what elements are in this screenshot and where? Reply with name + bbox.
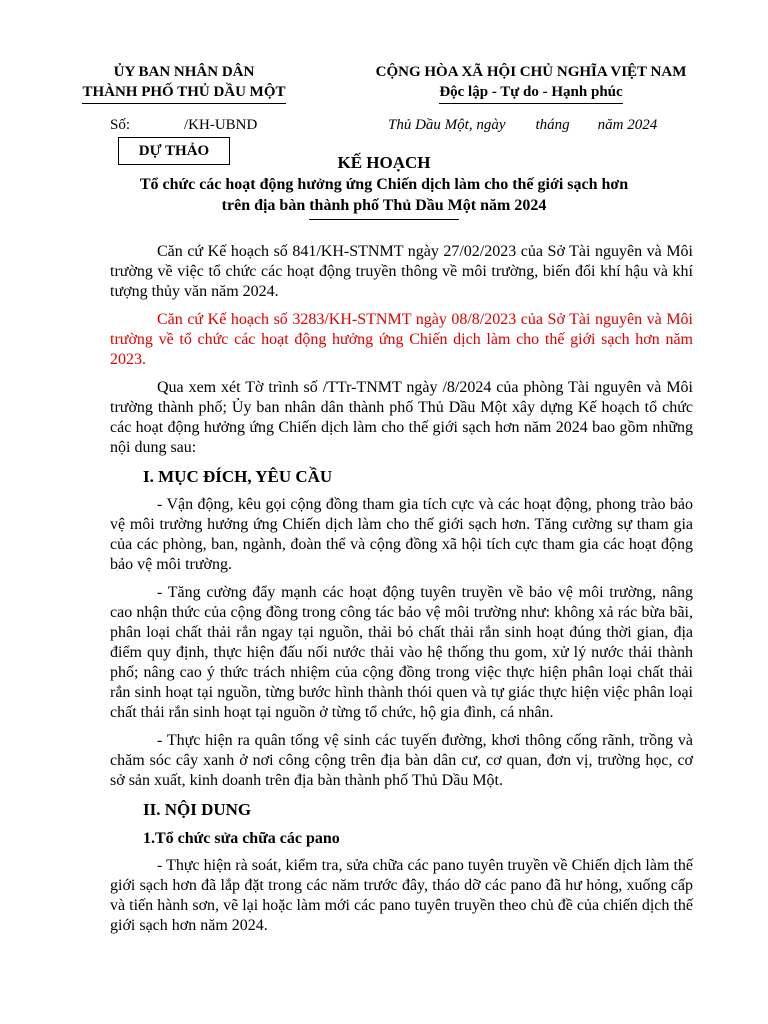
agency-line2: THÀNH PHỐ THỦ DẦU MỘT (82, 82, 285, 104)
motto-line2: Độc lập - Tự do - Hạnh phúc (439, 82, 622, 104)
date-part2: tháng (535, 117, 570, 133)
national-motto (350, 62, 712, 104)
section-heading-1: I. MỤC ĐÍCH, YÊU CẦU (143, 467, 333, 486)
date-part3: năm 2024 (597, 117, 658, 133)
section1-paragraph-1: - Vận động, kêu gọi cộng đồng tham gia tích cực và các hoạt động, phong trào bảo vệ môi trường hưởng ứng Chiến dịch làm cho thế giới sạch hơn. Tăng cường sự tham gia của các phòng, ban, ngành, đoàn thể và cộng đồng xã hội tích cực tham gia các hoạt động bảo vệ môi trường. (110, 496, 693, 573)
issuing-agency (66, 62, 302, 104)
document-body (110, 242, 693, 944)
title-line2: trên địa bàn thành phố Thủ Dầu Một năm 2024 (221, 197, 547, 214)
number-suffix: /KH-UBND (184, 117, 258, 133)
date-part1: Thủ Dầu Một, ngày (388, 117, 506, 133)
paragraph-basis-1: Căn cứ Kế hoạch số 841/KH-STNMT ngày 27/02/2023 của Sở Tài nguyên và Môi trường về việc tổ chức các hoạt động truyền thông về môi trường, biến đổi khí hậu và khí tượng thủy văn năm 2024. (110, 243, 693, 300)
paragraph-basis-2: Căn cứ Kế hoạch số 3283/KH-STNMT ngày 08/8/2023 của Sở Tài nguyên và Môi trường về tổ chức các hoạt động hưởng ứng Chiến dịch làm cho thế giới sạch hơn năm 2023. (110, 311, 693, 368)
section1-paragraph-3: - Thực hiện ra quân tổng vệ sinh các tuyến đường, khơi thông cống rãnh, trồng và chăm sóc cây xanh ở nơi công cộng trên địa bàn dân cư, cơ quan, đơn vị, trường học, cơ sở sản xuất, kinh doanh trên địa bàn thành phố Thủ Dầu Một. (110, 732, 693, 789)
motto-line1: CỘNG HÒA XÃ HỘI CHỦ NGHĨA VIỆT NAM (375, 64, 687, 80)
document-title (0, 152, 768, 220)
section1-paragraph-2: - Tăng cường đẩy mạnh các hoạt động tuyên truyền về bảo vệ môi trường, nâng cao nhận thức của cộng đồng trong công tác bảo vệ môi trường như: không xả rác bừa bãi, phân loại chất thải rắn ngay tại nguồn, thải bỏ chất thải rắn sinh hoạt đúng thời gian, địa điểm quy định, thực hiện đấu nối nước thải vào hệ thống thu gom, xử lý nước thải thành phố; nâng cao ý thức trách nhiệm của cộng đồng trong việc thực hiện phân loại chất thải rắn sinh hoạt tại nguồn, từng bước hình thành thói quen và tự giác thực hiện việc phân loại chất thải rắn sinh hoạt tại nguồn ở từng tổ chức, hộ gia đình, cá nhân. (110, 584, 693, 721)
subsection1-paragraph-1: - Thực hiện rà soát, kiểm tra, sửa chữa các pano tuyên truyền về Chiến dịch làm thế giới sạch hơn đã lắp đặt trong các năm trước đây, tháo dỡ các pano đã hư hỏng, xuống cấp và tiến hành sơn, vẽ lại hoặc làm mới các pano tuyên truyền theo chủ đề của chiến dịch thế giới sạch hơn năm 2024. (110, 857, 693, 934)
document-number (110, 117, 257, 134)
paragraph-basis-3: Qua xem xét Tờ trình số /TTr-TNMT ngày /8/2024 của phòng Tài nguyên và Môi trường thành phố; Ủy ban nhân dân thành phố Thủ Dầu Một xây dựng Kế hoạch tổ chức các hoạt động hưởng ứng Chiến dịch làm cho thế giới sạch hơn năm 2024 bao gồm những nội dung sau: (110, 379, 693, 456)
title-main: KẾ HOẠCH (337, 153, 431, 172)
number-label: Số: (110, 117, 131, 133)
document-date (388, 117, 657, 134)
section-heading-2: II. NỘI DUNG (143, 800, 252, 819)
draft-stamp: DỰ THẢO (118, 137, 230, 165)
title-line1: Tổ chức các hoạt động hưởng ứng Chiến dịch làm cho thế giới sạch hơn (139, 176, 629, 193)
title-underline (309, 219, 459, 220)
agency-line1: ỦY BAN NHÂN DÂN (113, 64, 255, 80)
subsection-heading-1: 1.Tổ chức sửa chữa các pano (143, 830, 340, 847)
